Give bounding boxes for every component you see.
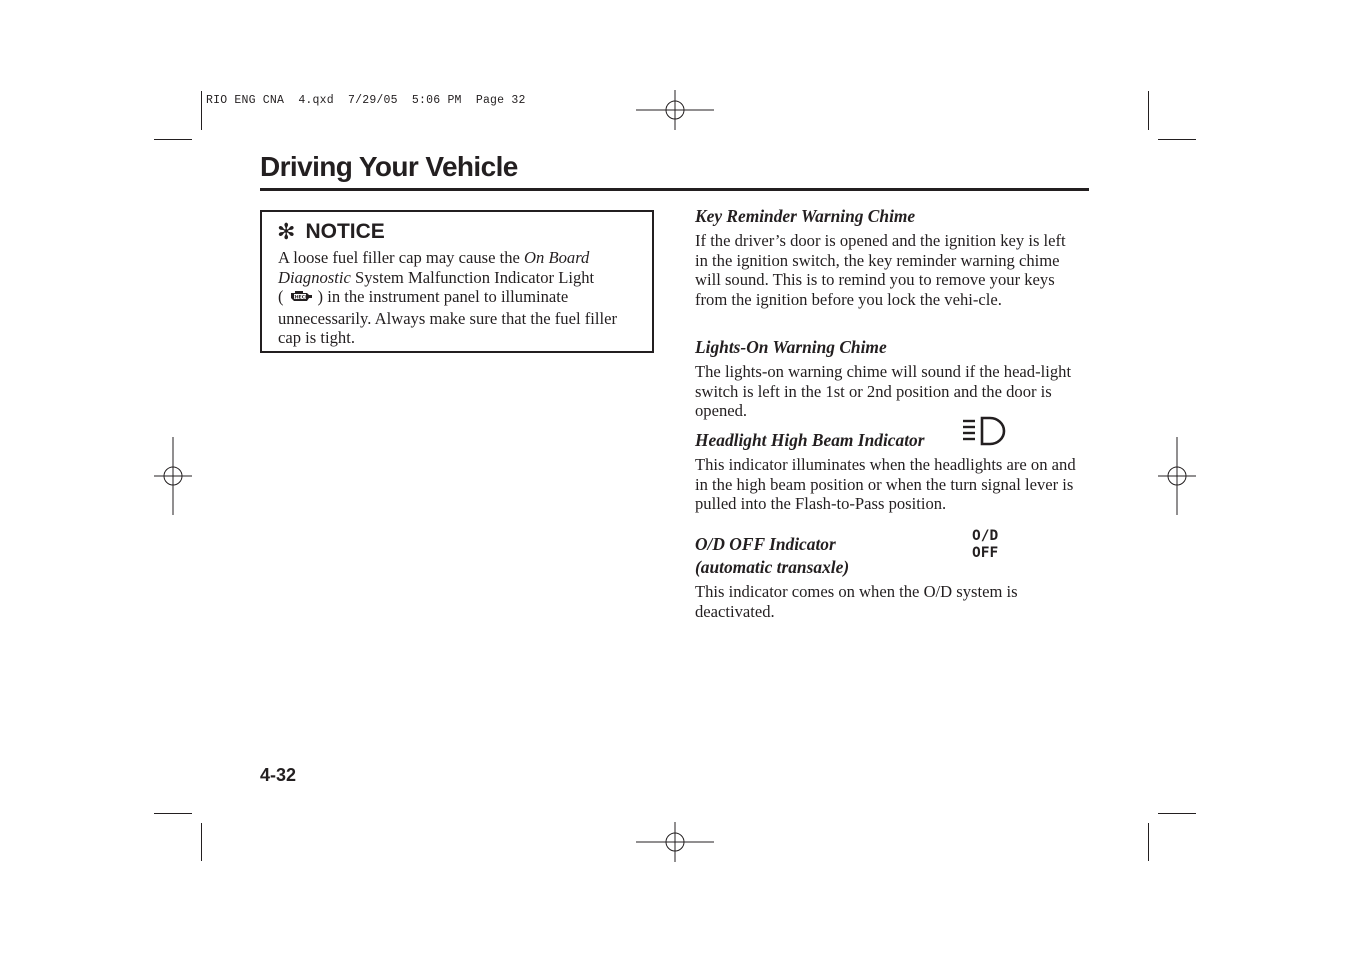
notice-star-icon: ✻ xyxy=(277,219,296,244)
od-off-subheading: (automatic transaxle) xyxy=(695,557,850,577)
svg-text:CHECK: CHECK xyxy=(290,295,309,301)
page-title: Driving Your Vehicle xyxy=(260,151,518,182)
registration-mark-bottom xyxy=(636,822,714,862)
key-reminder-body: If the driver’s door is opened and the ignition key is left in the ignition switch, the key reminder warning chime will sound. This is to remind you to remove your keys from the ignition before you lock the vehi-cle. xyxy=(695,231,1066,309)
check-engine-icon xyxy=(288,288,314,309)
print-slug: RIO ENG CNA 4.qxd 7/29/05 5:06 PM Page 32 xyxy=(206,94,526,107)
high-beam-heading: Headlight High Beam Indicator xyxy=(695,430,925,450)
registration-mark-top xyxy=(636,90,714,130)
high-beam-body: This indicator illuminates when the headlights are on and in the high beam position or when the turn signal lever is pulled into the Flash-to-Pass position. xyxy=(695,455,1076,513)
notice-heading-label: NOTICE xyxy=(305,220,385,243)
lights-on-body: The lights-on warning chime will sound if the head-light switch is left in the 1st or 2nd position and the door is opened. xyxy=(695,362,1072,420)
notice-heading xyxy=(277,219,385,245)
registration-mark-right xyxy=(1158,437,1196,515)
title-rule xyxy=(260,188,1089,191)
page-number: 4-32 xyxy=(260,765,297,785)
lights-on-heading: Lights-On Warning Chime xyxy=(695,337,887,357)
notice-text: A loose fuel filler cap may cause the On Board Diagnostic System Malfunction Indicator Light ( CHECK ) in the instrument panel to illuminate unnecessarily. Always make sure that the fuel filler cap is tight. xyxy=(278,248,617,347)
registration-mark-left xyxy=(154,437,192,515)
key-reminder-heading: Key Reminder Warning Chime xyxy=(695,206,916,226)
high-beam-icon xyxy=(962,416,1008,446)
od-off-heading: O/D OFF Indicator xyxy=(695,534,836,554)
od-off-body: This indicator comes on when the O/D system is deactivated. xyxy=(695,582,1018,621)
od-off-icon: O/D OFF xyxy=(972,528,999,561)
